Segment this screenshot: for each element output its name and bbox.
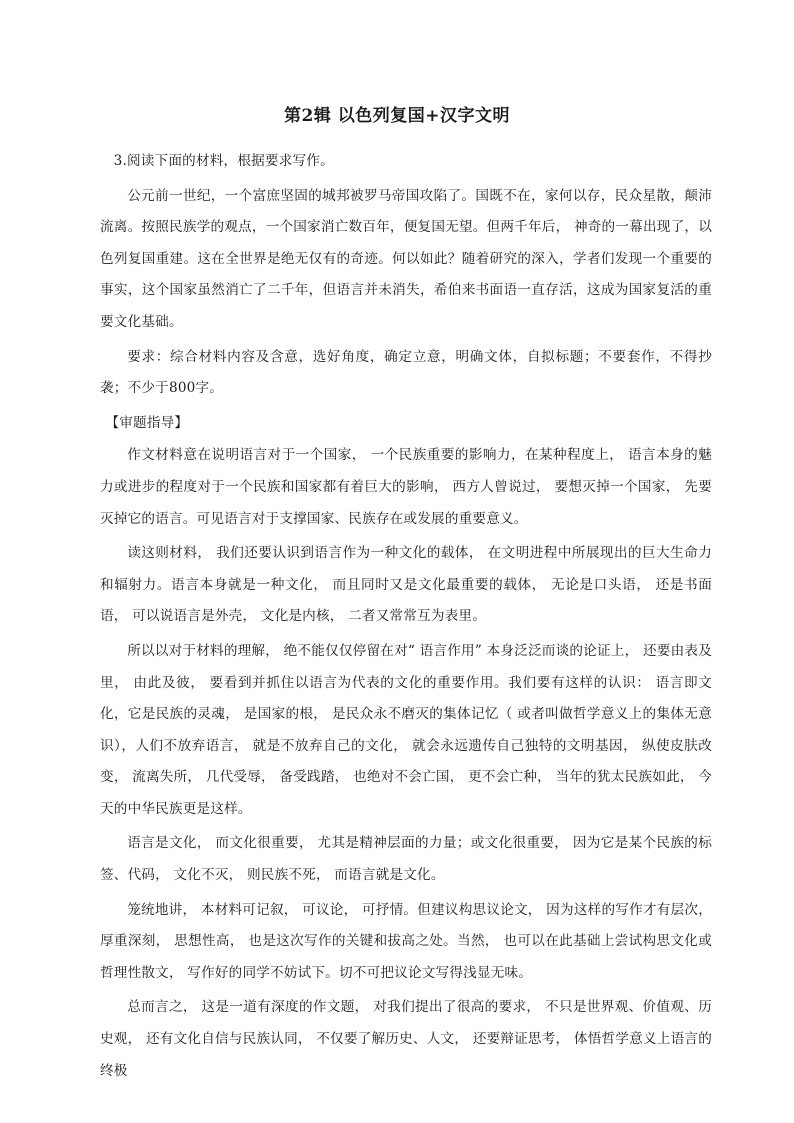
- guide-heading: 【审题指导】: [105, 414, 189, 431]
- guide-paragraph-4: 语言是文化， 而文化很重要， 尤其是精神层面的力量；或文化很重要， 因为它是某个民族的标签、代码， 文化不灭， 则民族不死， 而语言就是文化。: [100, 835, 712, 884]
- guide-paragraph-2: 读这则材料， 我们还要认识到语言作为一种文化的载体， 在文明进程中所展现出的巨大生命力和辐射力。语言本身就是一种文化， 而且同时又是文化最重要的载体， 无论是口头语， 还是书面语， 可以说语言是外壳， 文化是内核， 二者又常常互为表里。: [100, 545, 712, 625]
- document-body: [100, 146, 712, 1090]
- question-prompt: 3.阅读下面的材料，根据要求写作。: [113, 153, 334, 169]
- material-paragraph: 公元前一世纪，一个富庶坚固的城邦被罗马帝国攻陷了。国既不在，家何以存，民众星散，颠沛流离。按照民族学的观点，一个国家消亡数百年，便复国无望。但两千年后， 神奇的一幕出现了，以色列复国重建。这在全世界是绝无仅有的奇迹。何以如此？随着研究的深入，学者们发现一个重要的事实，这个国家虽然消亡了二千年，但语言并未消失，希伯来书面语一直存活，这成为国家复活的重要文化基础。: [100, 187, 712, 330]
- document-title: 第2辑 以色列复国+汉字文明: [284, 106, 510, 126]
- guide-paragraph-6: 总而言之， 这是一道有深度的作文题， 对我们提出了很高的要求， 不只是世界观、价值观、历史观， 还有文化自信与民族认同， 不仅要了解历史、人文， 还要辩证思考， 体悟哲学意义上语言的终极: [100, 999, 712, 1079]
- guide-paragraph-3: 所以以对于材料的理解， 绝不能仅仅停留在对“ 语言作用” 本身泛泛而谈的论证上， 还要由表及里， 由此及彼， 要看到并抓住以语言为代表的文化的重要作用。我们要有这样的认识： 语言即文化，它是民族的灵魂， 是国家的根， 是民众永不磨灭的集体记忆（ 或者叫做哲学意义上的集体无意识），人们不放弃语言， 就是不放弃自己的文化， 就会永远遗传自己独特的文明基因， 纵使皮肤改变， 流离失所， 几代受辱， 备受践踏， 也绝对不会亡国， 更不会亡种， 当年的犹太民族如此， 今天的中华民族更是这样。: [100, 642, 712, 817]
- guide-paragraph-5: 笼统地讲， 本材料可记叙， 可议论， 可抒情。但建议构思议论文， 因为这样的写作才有层次， 厚重深刻， 思想性高， 也是这次写作的关键和拔高之处。当然， 也可以在此基础上尝试构思文化或哲理性散文， 写作好的同学不妨试下。切不可把议论文写得浅显无味。: [100, 901, 712, 981]
- guide-paragraph-1: 作文材料意在说明语言对于一个国家， 一个民族重要的影响力，在某种程度上， 语言本身的魅力或进步的程度对于一个民族和国家都有着巨大的影响， 西方人曾说过， 要想灭掉一个国家， 先要灭掉它的语言。可见语言对于支撑国家、民族存在或发展的重要意义。: [100, 447, 712, 527]
- requirement-paragraph: 要求：综合材料内容及含意，选好角度，确定立意，明确文体，自拟标题；不要套作，不得抄袭；不少于800字。: [100, 348, 712, 397]
